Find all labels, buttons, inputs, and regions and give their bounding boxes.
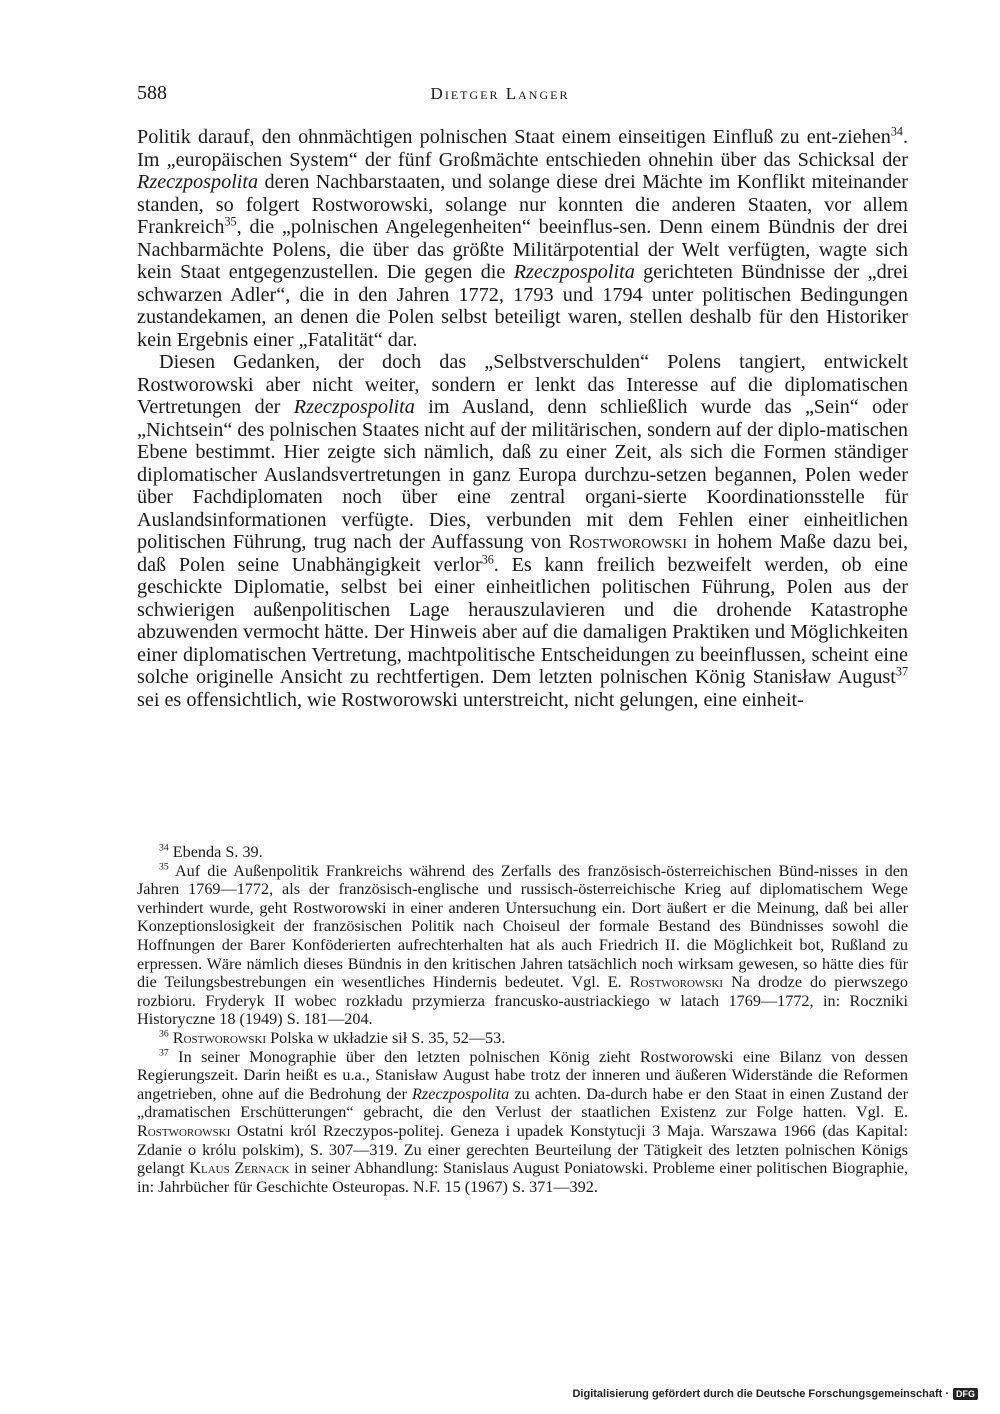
author-name: Klaus Zernack [189, 1159, 290, 1178]
text: Ostatni król Rzeczypos-politej. Geneza i upadek Konstytucji 3 Maja. Warszawa 1966 (das Kapital: Zdanie o królu polskim), S. 307—319. Zu einer gerechten Beurteilung der Tätigkeit des letzten polnischen Königs gelangt [137, 1121, 908, 1178]
footnote-number: 37 [159, 1047, 169, 1059]
main-text [137, 126, 908, 711]
text: Diesen Gedanken, der doch das „Selbstverschulden“ Polens tangiert, entwickelt Rostworowski aber nicht weiter, sondern er lenkt das Interesse auf die diplomatischen Vertretungen der [137, 351, 908, 418]
text: Auf die Außenpolitik Frankreichs während des Zerfalls des französisch-österreichischen Bünd-nisses in den Jahren 1769—1772, als der französisch-englische und russisch-österreichische Krieg auf diplomatischem Wege verhindert wurde, geht Rostworowski in einer anderen Untersuchung ein. Dort äußert er die Meinung, daß bei aller Konzeptionslosigkeit der französischen Politik nach Choiseul der formale Bestand des Bündnisses sowohl die Hoffnungen der Barer Konföderierten aufrechterhalten hat als auch Friedrich II. die Möglichkeit bot, Rußland zu erpressen. Wäre nämlich dieses Bündnis in den kritischen Jahren tatsächlich noch wirksam gewesen, so hätte dies für die Teilungsbestrebungen ein wesentliches Hindernis bedeutet. Vgl. E. [137, 861, 908, 992]
footnote-35 [137, 862, 908, 1029]
footnotes [137, 843, 908, 1196]
italic-term: Rzeczpospolita [412, 1084, 510, 1103]
footnote-number: 35 [159, 861, 169, 873]
author-name: Rostworowski [172, 1028, 267, 1047]
text: gerichteten Bündnisse der „drei schwarzen Adler“, die in den Jahren 1772, 1793 und 1794 unter politischen Bedingungen zustandekamen, an denen die Polen selbst beteiligt waren, stellen deshalb für den Historiker kein Ergebnis einer „Fatalität“ dar. [137, 261, 909, 351]
text: Politik darauf, den ohnmächtigen polnischen Staat einem einseitigen Einfluß zu ent-ziehen [137, 126, 891, 148]
text: , die „polnischen Angelegenheiten“ beeinflus-sen. Denn einem Bündnis der drei Nachbarmächte Polens, die über das größte Militärpotential der Welt verfügten, wagte sich kein Staat entgegenzustellen. Die gegen die [137, 216, 908, 283]
text: im Ausland, denn schließlich wurde das „Sein“ oder „Nichtsein“ des polnischen Staates nicht auf der militärischen, sondern auf der diplo-matischen Ebene bestimmt. Hier zeigte sich nämlich, daß zu einer Zeit, als sich die Formen ständiger diplomatischer Auslandsvertretungen in ganz Europa durchzu-setzen begannen, Polen weder über Fachdiplomaten noch über eine zentral organi-sierte Koordinationsstelle für Auslandsinformationen verfügte. Dies, verbunden mit dem Fehlen einer einheitlichen politischen Führung, trug nach der Auffassung von [137, 396, 908, 553]
footnote-ref-36: 36 [481, 551, 494, 566]
text: . Es kann freilich bezweifelt werden, ob eine geschickte Diplomatie, selbst bei einer einheitlichen politischen Führung, Polen aus der schwierigen außenpolitischen Lage herauszulavieren und die drohende Katastrophe abzuwenden vermocht hätte. Der Hinweis aber auf die damaligen Praktiken und Möglichkeiten einer diplomatischen Vertretung, machtpolitische Entscheidungen zu beeinflussen, scheint eine solche originelle Ansicht zu rechtfertigen. Dem letzten polnischen König Stanisław August [137, 553, 908, 688]
dfg-logo-icon: DFG [953, 1388, 978, 1400]
text: Na drodze do pierwszego rozbioru. Fryderyk II wobec rozkładu przymierza francusko-austriackiego w latach 1769—1772, in: Roczniki Historyczne 18 (1949) S. 181—204. [137, 973, 908, 1029]
text: zu achten. Da-durch habe er den Staat in einen Zustand der „dramatischen Erschütterungen“ gebracht, die den Verlust der staatlichen Existenz zur Folge hatten. Vgl. E. [137, 1084, 908, 1122]
italic-term: Rzeczpospolita [137, 171, 259, 193]
credit-text: Digitalisierung gefördert durch die Deutsche Forschungsgemeinschaft · [572, 1388, 949, 1400]
author-name: Rostworowski [568, 531, 687, 553]
text: in hohem Maße dazu bei, daß Polen seine Unabhängigkeit verlor [137, 531, 908, 576]
footnote-36 [137, 1029, 908, 1048]
footnote-number: 36 [159, 1028, 169, 1040]
page-number: 588 [137, 82, 167, 104]
italic-term: Rzeczpospolita [293, 396, 415, 418]
author-name: Rostworowski [629, 973, 724, 992]
text: deren Nachbarstaaten, und solange diese drei Mächte im Konflikt miteinander standen, so folgert Rostworowski, solange nur konnten die anderen Staaten, vor allem Frankreich [137, 171, 908, 238]
text: sei es offensichtlich, wie Rostworowski unterstreicht, nicht gelungen, eine einheit- [137, 688, 804, 711]
text: . Im „europäischen System“ der fünf Großmächte entschieden ohnehin über das Schicksal der [137, 126, 908, 171]
running-head: Dietger Langer [430, 84, 570, 103]
italic-term: Rzeczpospolita [513, 261, 635, 283]
footnote-ref-35: 35 [224, 214, 237, 229]
footnote-ref-34: 34 [890, 124, 903, 139]
footnote-ref-37: 37 [895, 664, 908, 679]
paragraph-1 [137, 126, 908, 351]
author-name: Rostworowski [137, 1121, 231, 1140]
footnote-number: 34 [159, 842, 169, 854]
text: Ebenda S. 39. [168, 843, 263, 861]
text: Polska w układzie sił S. 35, 52—53. [266, 1028, 506, 1047]
text: In seiner Monographie über den letzten polnischen König zieht Rostworowski eine Bilanz von dessen Regierungszeit. Darin heißt es u.a., Stanisław August habe trotz der inneren und äußeren Widerstände die Reformen angetrieben, ohne auf die Bedrohung der [137, 1047, 908, 1103]
text: in seiner Abhandlung: Stanislaus August Poniatowski. Probleme einer politischen Biographie, in: Jahrbücher für Geschichte Osteuropas. N.F. 15 (1967) S. 371—392. [137, 1159, 908, 1196]
paragraph-2 [137, 351, 908, 711]
footnote-34 [137, 843, 908, 862]
digitization-credit [572, 1388, 978, 1400]
footnote-37 [137, 1048, 908, 1197]
